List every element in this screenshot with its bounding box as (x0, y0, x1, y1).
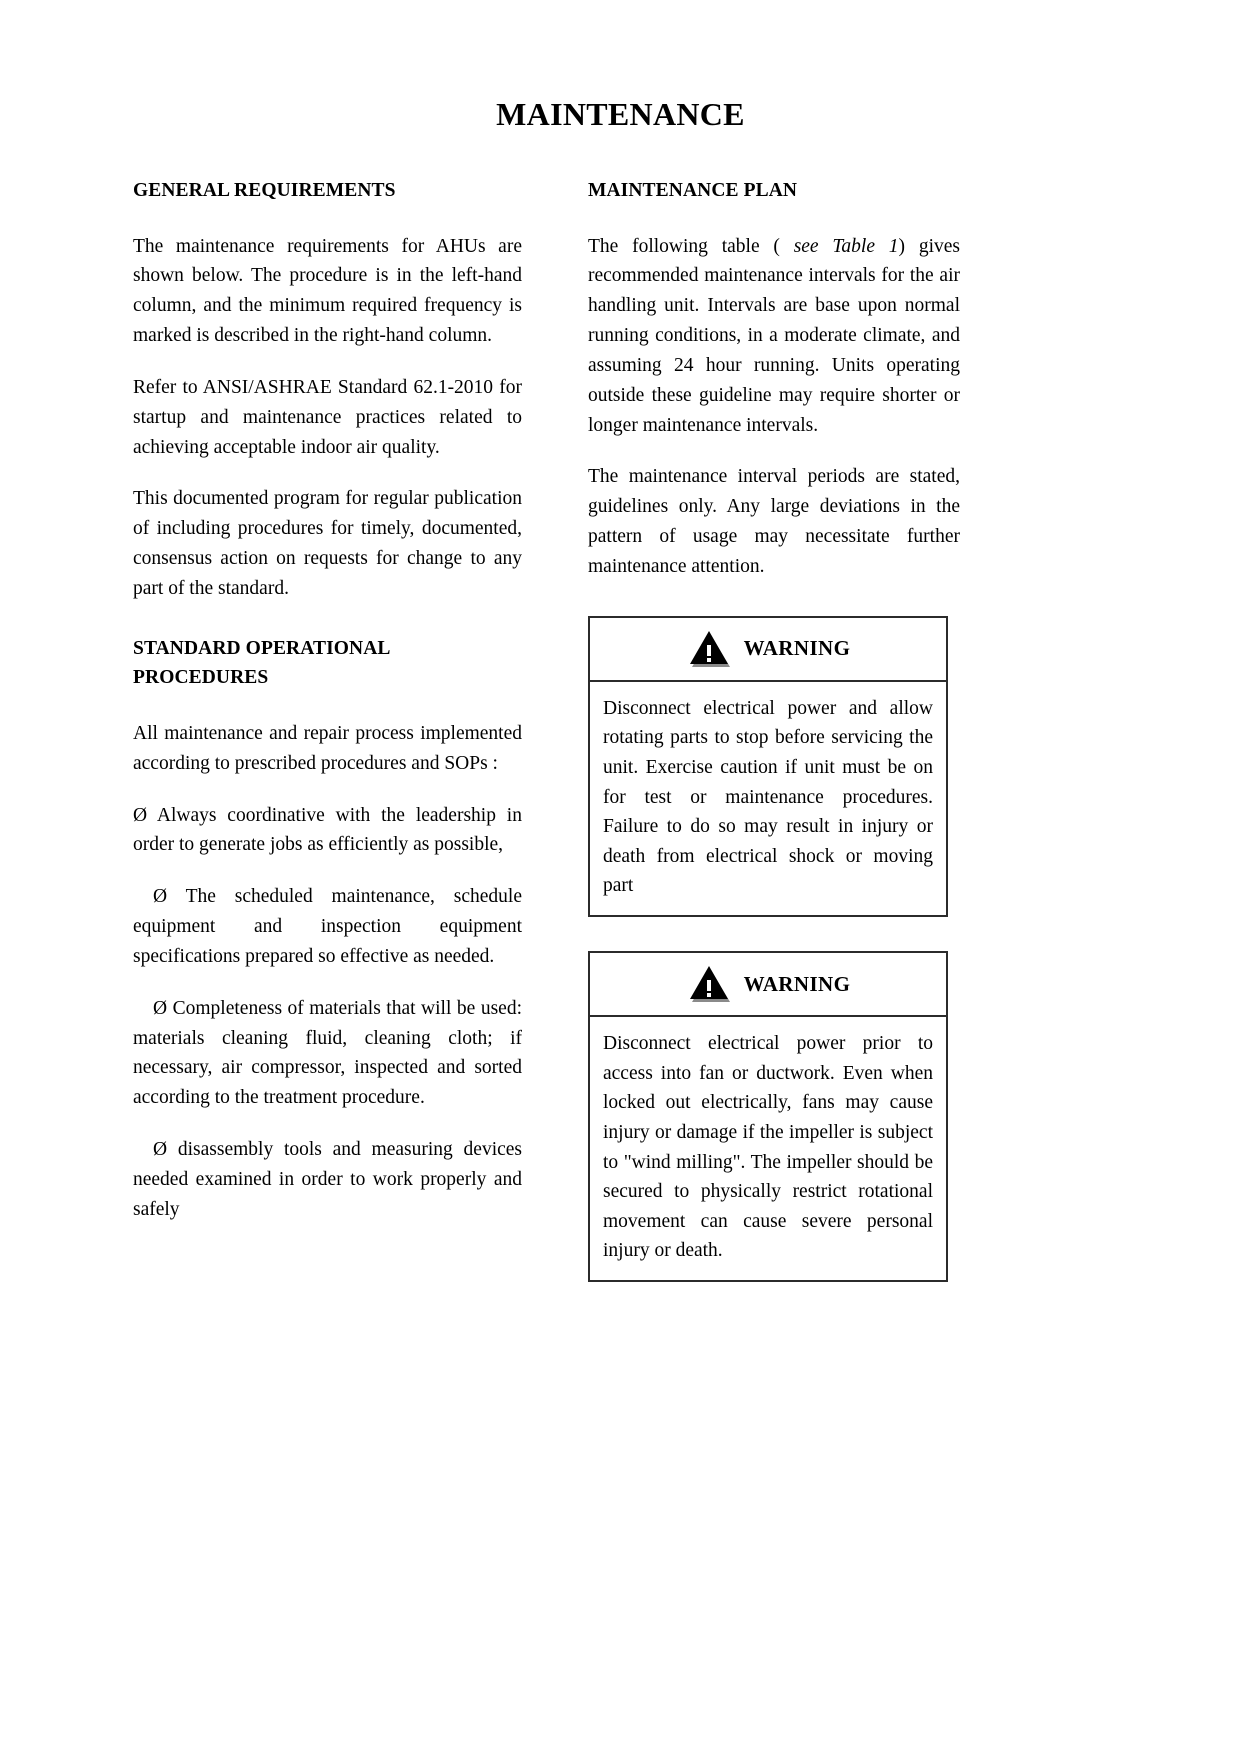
warning-text: Disconnect electrical power prior to access into fan or ductwork. Even when locked out electrically, fans may cause injury or damage if the impeller is subject to "wind milling". The impeller should be secured to physically restrict rotational movement can cause severe personal injury or death. (603, 1033, 933, 1262)
warning-body (590, 1017, 946, 1280)
list-item (133, 994, 522, 1113)
table-reference: see Table 1 (793, 235, 899, 257)
right-column (588, 176, 960, 1282)
plan-text-before-reference: The following table ( (588, 235, 794, 257)
paragraph-general-2: Refer to ANSI/ASHRAE Standard 62.1-2010 for startup and maintenance practices related to achieving acceptable indoor air quality. (133, 376, 522, 458)
bullet-marker-icon: Ø (153, 1139, 168, 1161)
page-title: MAINTENANCE (496, 96, 745, 132)
bullet-marker-icon: Ø (153, 886, 168, 908)
warning-header (590, 953, 946, 1017)
warning-box-2 (588, 951, 948, 1282)
warning-text: Disconnect electrical power and allow rotating parts to stop before servicing the unit. Exercise caution if unit must be on for test or maintenance procedures. Failure to do so may result in injury or death from electrical shock or moving part (603, 697, 933, 897)
warning-triangle-icon (686, 629, 732, 669)
list-item-label: disassembly tools and measuring devices needed examined in order to work properly and safely (133, 1139, 523, 1220)
warning-label: WARNING (743, 971, 851, 996)
bullet-marker-icon: Ø (153, 997, 168, 1019)
list-item (133, 801, 522, 861)
heading-general-requirements: GENERAL REQUIREMENTS (133, 180, 396, 201)
two-column-body (133, 176, 1108, 1282)
list-item (133, 1135, 522, 1224)
list-item-label: The scheduled maintenance, schedule equipment and inspection equipment specifications prepared so effective as needed. (133, 886, 522, 967)
paragraph-general-3: This documented program for regular publication of including procedures for timely, documented, consensus action on requests for change to any part of the standard. (133, 488, 522, 599)
warning-body (590, 682, 946, 915)
left-column (133, 176, 522, 1282)
warning-label: WARNING (743, 636, 851, 661)
bullet-marker-icon: Ø (133, 804, 148, 826)
warning-triangle-icon (686, 964, 732, 1004)
warning-box-1 (588, 616, 948, 917)
paragraph-sop-intro: All maintenance and repair process implemented according to prescribed procedures and SOPs : (133, 722, 522, 774)
plan-text-after-reference: ) gives recommended maintenance intervals for the air handling unit. Intervals are base upon normal running conditions, in a moderate climate, and assuming 24 hour running. Units operating outside these guideline may require shorter or longer maintenance intervals. (588, 235, 960, 436)
paragraph-plan-1 (588, 232, 960, 441)
list-item (133, 882, 522, 971)
list-item-label: Always coordinative with the leadership in order to generate jobs as efficiently as possible, (133, 804, 522, 856)
list-item-label: Completeness of materials that will be used: materials cleaning fluid, cleaning cloth; if necessary, air compressor, inspected and sorted according to the treatment procedure. (133, 997, 523, 1109)
warning-header (590, 618, 946, 682)
heading-maintenance-plan: MAINTENANCE PLAN (588, 180, 798, 201)
heading-standard-operational-procedures: STANDARD OPERATIONAL PROCEDURES (133, 637, 390, 689)
paragraph-general-1: The maintenance requirements for AHUs are shown below. The procedure is in the left-hand column, and the minimum required frequency is marked is described in the right-hand column. (133, 235, 522, 347)
paragraph-plan-2: The maintenance interval periods are stated, guidelines only. Any large deviations in the pattern of usage may necessitate further maintenance attention. (588, 466, 960, 577)
